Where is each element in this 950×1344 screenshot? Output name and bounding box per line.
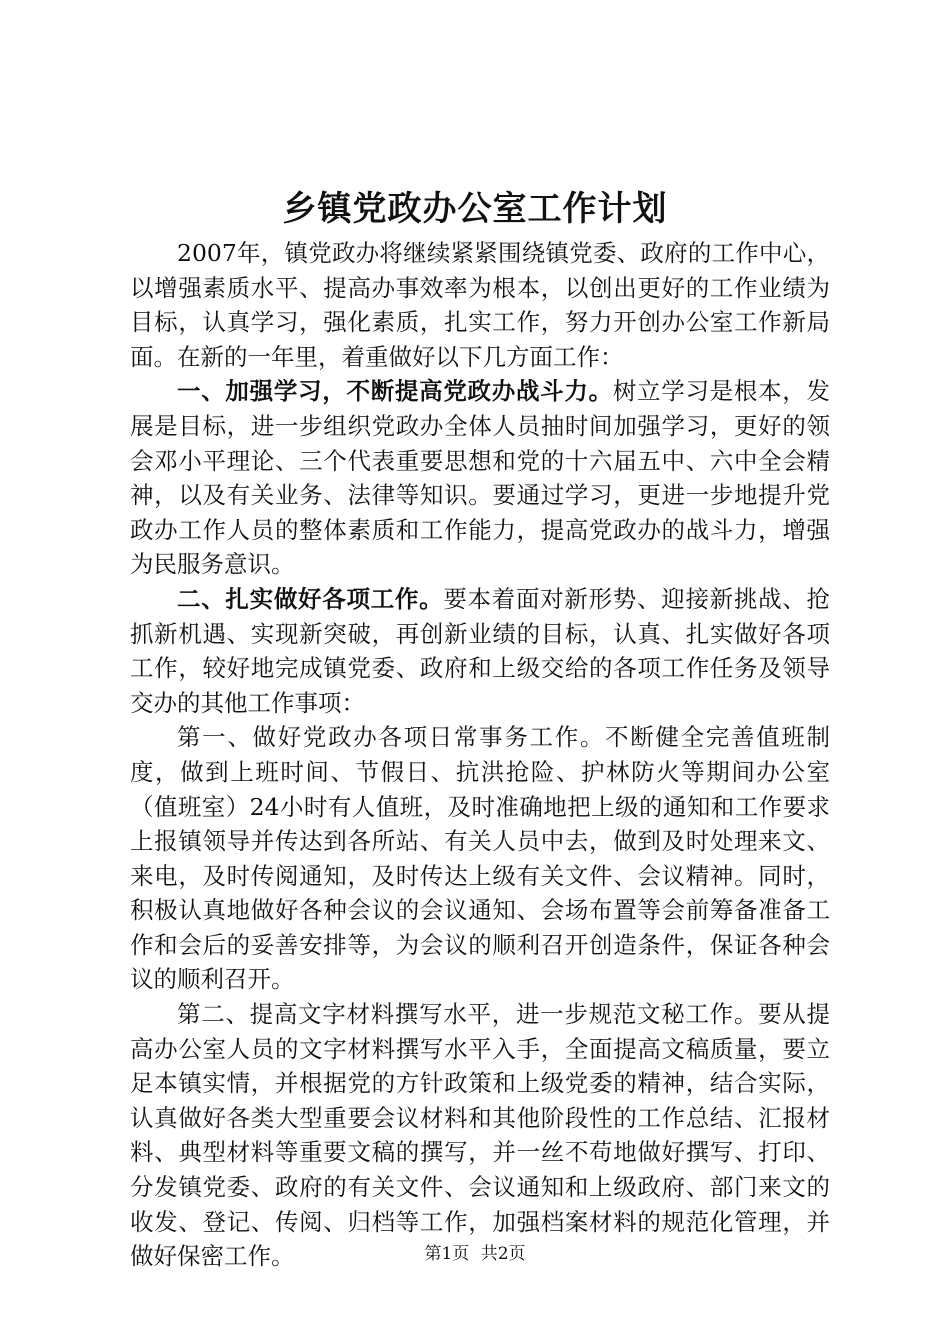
paragraph-text: 要本着面对新形势、迎接新挑战、抢抓新机遇、实现新突破，再创新业绩的目标，认真、扎实做好各项工作，较好地完成镇党委、政府和上级交给的各项工作任务及领导交办的其他工作事项： [130, 584, 831, 717]
paragraph-section-1 [130, 374, 830, 582]
paragraph-text: 2007年，镇党政办将继续紧紧围绕镇党委、政府的工作中心，以增强素质水平、提高办事效率为根本，以创出更好的工作业绩为目标，认真学习，强化素质，扎实工作，努力开创办公室工作新局面。在新的一年里，着重做好以下几方面工作： [130, 239, 830, 371]
section-heading: 一、加强学习，不断提高党政办战斗力。 [177, 377, 613, 406]
document-title: 乡镇党政办公室工作计划 [282, 189, 668, 229]
page-footer: 第1页 共2页 [424, 1244, 526, 1264]
paragraph-text: 第二、提高文字材料撰写水平，进一步规范文秘工作。要从提高办公室人员的文字材料撰写水平入手，全面提高文稿质量，要立足本镇实情，并根据党的方针政策和上级党委的精神，结合实际，认真做好各类大型重要会议材料和其他阶段性的工作总结、汇报材料、典型材料等重要文稿的撰写，并一丝不苟地做好撰写、打印、分发镇党委、政府的有关文件、会议通知和上级政府、部门来文的收发、登记、传阅、归档等工作，加强档案材料的规范化管理，并做好保密工作。 [130, 1000, 830, 1271]
section-heading: 二、扎实做好各项工作。 [177, 584, 444, 613]
paragraph-section-2 [130, 582, 830, 720]
paragraph-intro [130, 236, 830, 374]
paragraph-item-2 [130, 997, 830, 1274]
document-body [130, 236, 830, 1274]
paragraph-item-1 [130, 720, 830, 997]
paragraph-text: 第一、做好党政办各项日常事务工作。不断健全完善值班制度，做到上班时间、节假日、抗洪抢险、护林防火等期间办公室（值班室）24小时有人值班，及时准确地把上级的通知和工作要求上报镇领导并传达到各所站、有关人员中去，做到及时处理来文、来电，及时传阅通知，及时传达上级有关文件、会议精神。同时，积极认真地做好各种会议的会议通知、会场布置等会前筹备准备工作和会后的妥善安排等，为会议的顺利召开创造条件，保证各种会议的顺利召开。 [130, 723, 830, 994]
paragraph-text: 树立学习是根本，发展是目标，进一步组织党政办全体人员抽时间加强学习，更好的领会邓小平理论、三个代表重要思想和党的十六届五中、六中全会精神，以及有关业务、法律等知识。要通过学习，更进一步地提升党政办工作人员的整体素质和工作能力，提高党政办的战斗力，增强为民服务意识。 [130, 377, 831, 579]
